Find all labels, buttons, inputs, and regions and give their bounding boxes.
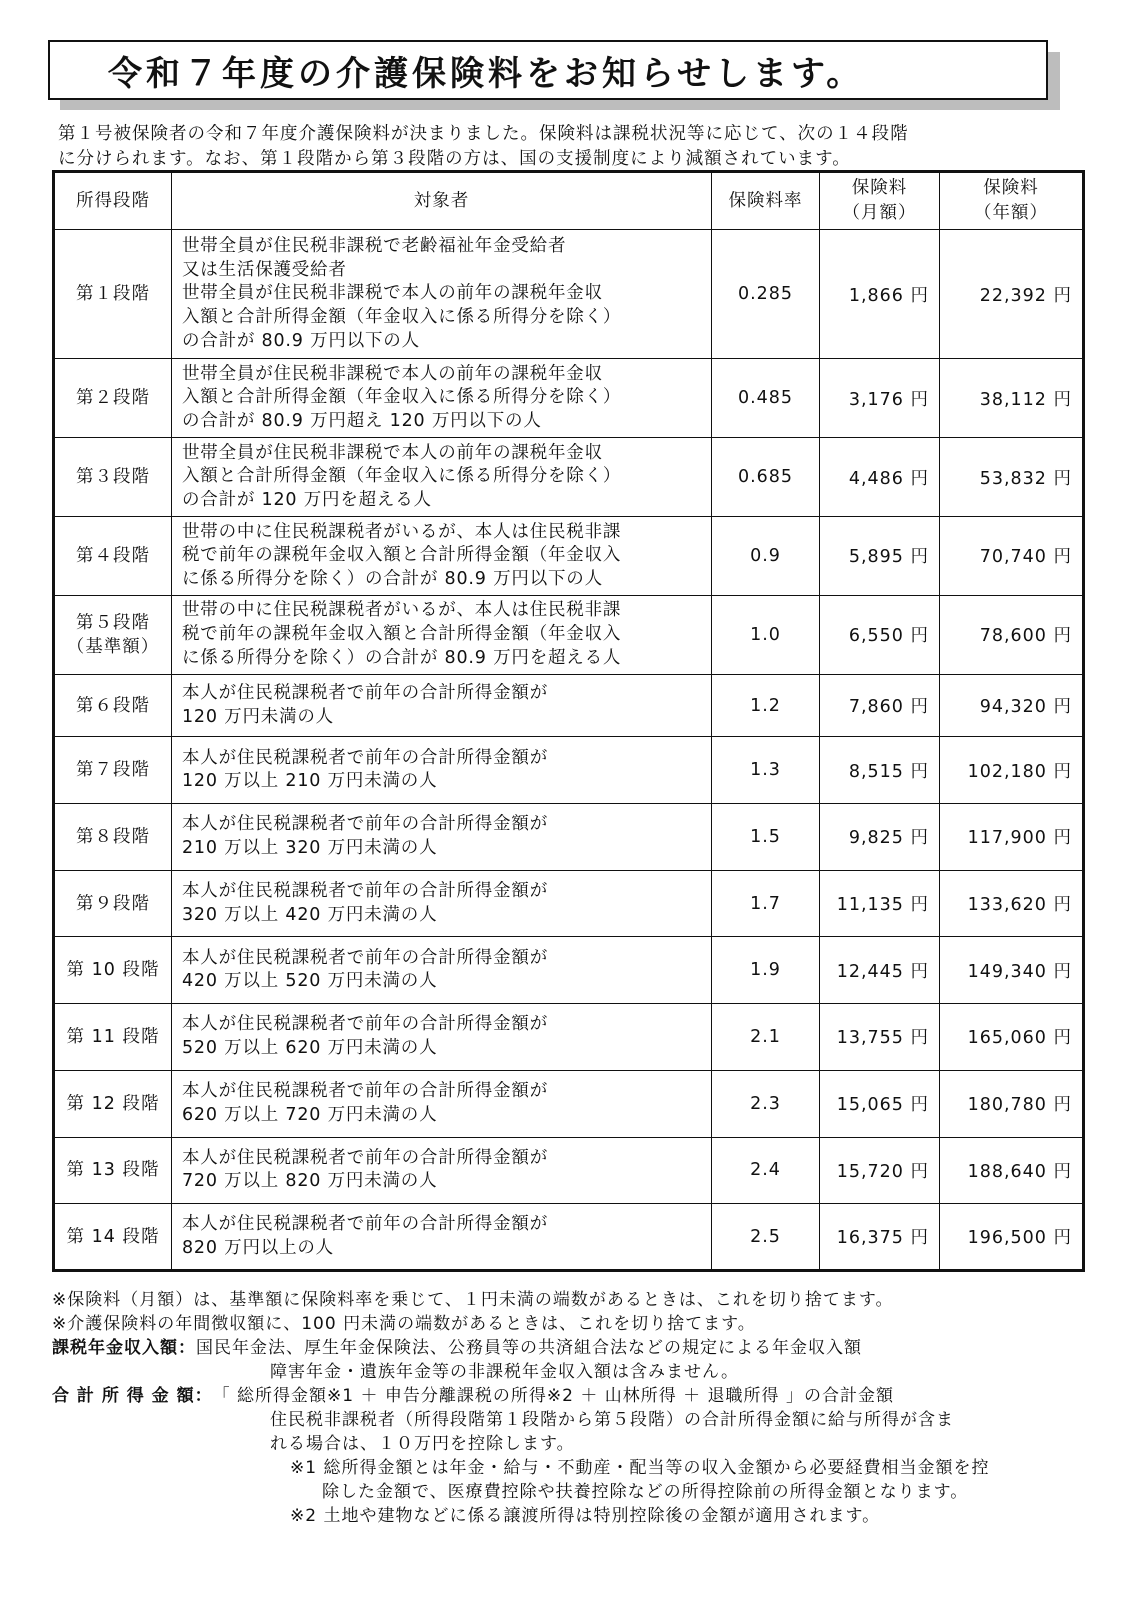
footnote: ※2 土地や建物などに係る譲渡所得は特別控除後の金額が適用されます。 (290, 1506, 881, 1526)
target-cell (172, 1204, 712, 1271)
stage-label: 第５段階 (76, 612, 150, 633)
header-monthly-line: 保険料 (851, 178, 908, 198)
yearly-fee-cell: 78,600 円 (940, 595, 1084, 674)
yearly-fee-cell: 133,620 円 (940, 870, 1084, 937)
stage-cell (54, 595, 172, 674)
yearly-fee-cell: 53,832 円 (940, 438, 1084, 517)
header-yearly (940, 172, 1084, 230)
target-cell (172, 674, 712, 737)
monthly-fee-cell: 4,486 円 (820, 438, 940, 517)
target-line: の合計が 80.9 万円超え 120 万円以下の人 (182, 411, 542, 432)
definition-body: 「 総所得金額※1 ＋ 申告分離課税の所得※2 ＋ 山林所得 ＋ 退職所得 」の合計金額 (212, 1386, 894, 1406)
rate-cell: 1.7 (712, 870, 820, 937)
target-line: に係る所得分を除く）の合計が 80.9 万円を超える人 (182, 647, 622, 668)
target-line: 世帯全員が住民税非課税で本人の前年の課税年金収 (182, 363, 603, 384)
rate-cell: 2.3 (712, 1070, 820, 1137)
target-cell (172, 595, 712, 674)
stage-label: （基準額） (66, 636, 160, 657)
yearly-fee-cell: 188,640 円 (940, 1137, 1084, 1204)
target-line: 120 万以上 210 万円未満の人 (182, 771, 438, 792)
table-row (54, 359, 1084, 438)
header-stage: 所得段階 (54, 172, 172, 230)
header-rate: 保険料率 (712, 172, 820, 230)
stage-cell (54, 737, 172, 804)
stage-cell (54, 870, 172, 937)
footnote: 除した金額で、医療費控除や扶養控除などの所得控除前の所得金額となります。 (322, 1482, 969, 1502)
target-line: 税で前年の課税年金収入額と合計所得金額（年金収入 (182, 545, 622, 566)
target-line: 本人が住民税課税者で前年の合計所得金額が (182, 682, 548, 703)
definition-term: 課税年金収入額： (52, 1338, 196, 1358)
target-line: 本人が住民税課税者で前年の合計所得金額が (182, 880, 548, 901)
stage-label: 第４段階 (76, 545, 150, 566)
target-cell (172, 517, 712, 596)
stage-cell (54, 438, 172, 517)
rate-cell: 1.9 (712, 937, 820, 1004)
table-row (54, 517, 1084, 596)
note-rounding-monthly: ※保険料（月額）は、基準額に保険料率を乗じて、１円未満の端数があるときは、これを切り捨てます。 (52, 1290, 894, 1310)
monthly-fee-cell: 15,065 円 (820, 1070, 940, 1137)
target-line: 世帯全員が住民税非課税で本人の前年の課税年金収 (182, 442, 603, 463)
target-line: 世帯全員が住民税非課税で老齢福祉年金受給者 (182, 236, 567, 257)
stage-label: 第６段階 (76, 695, 150, 716)
rate-cell: 1.2 (712, 674, 820, 737)
target-cell (172, 1137, 712, 1204)
target-line: 入額と合計所得金額（年金収入に係る所得分を除く） (182, 387, 622, 408)
yearly-fee-cell: 117,900 円 (940, 804, 1084, 871)
table-header-row (54, 172, 1084, 230)
table-row (54, 1204, 1084, 1271)
page-title: 令和７年度の介護保険料をお知らせします。 (108, 53, 865, 94)
header-target: 対象者 (172, 172, 712, 230)
rate-cell: 1.3 (712, 737, 820, 804)
header-yearly-line: （年額） (974, 203, 1048, 223)
stage-label: 第７段階 (76, 760, 150, 781)
rate-cell: 1.5 (712, 804, 820, 871)
yearly-fee-cell: 22,392 円 (940, 230, 1084, 359)
stage-label: 第２段階 (76, 388, 150, 409)
monthly-fee-cell: 1,866 円 (820, 230, 940, 359)
stage-cell (54, 517, 172, 596)
table-row (54, 595, 1084, 674)
target-line: 世帯全員が住民税非課税で本人の前年の課税年金収 (182, 283, 603, 304)
intro-text (58, 122, 1068, 172)
intro-line: に分けられます。なお、第１段階から第３段階の方は、国の支援制度により減額されています。 (58, 149, 851, 169)
definition-body: 障害年金・遺族年金等の非課税年金収入額は含みません。 (270, 1362, 740, 1382)
monthly-fee-cell: 13,755 円 (820, 1004, 940, 1071)
target-cell (172, 359, 712, 438)
target-line: 820 万円以上の人 (182, 1237, 334, 1258)
target-cell (172, 937, 712, 1004)
stage-cell (54, 359, 172, 438)
monthly-fee-cell: 6,550 円 (820, 595, 940, 674)
stage-cell (54, 1070, 172, 1137)
stage-cell (54, 1204, 172, 1271)
stage-cell (54, 230, 172, 359)
table-row (54, 937, 1084, 1004)
target-line: 620 万以上 720 万円未満の人 (182, 1104, 438, 1125)
monthly-fee-cell: 5,895 円 (820, 517, 940, 596)
target-line: 420 万以上 520 万円未満の人 (182, 971, 438, 992)
rate-cell: 2.1 (712, 1004, 820, 1071)
yearly-fee-cell: 38,112 円 (940, 359, 1084, 438)
stage-label: 第 12 段階 (66, 1093, 160, 1114)
yearly-fee-cell: 70,740 円 (940, 517, 1084, 596)
monthly-fee-cell: 7,860 円 (820, 674, 940, 737)
definition-term: 合 計 所 得 金 額： (52, 1386, 213, 1406)
target-line: 本人が住民税課税者で前年の合計所得金額が (182, 1081, 548, 1102)
target-cell (172, 1070, 712, 1137)
stage-cell (54, 1004, 172, 1071)
target-line: 税で前年の課税年金収入額と合計所得金額（年金収入 (182, 623, 622, 644)
yearly-fee-cell: 94,320 円 (940, 674, 1084, 737)
table-row (54, 870, 1084, 937)
target-line: 本人が住民税課税者で前年の合計所得金額が (182, 814, 548, 835)
header-monthly (820, 172, 940, 230)
monthly-fee-cell: 16,375 円 (820, 1204, 940, 1271)
target-line: 世帯の中に住民税課税者がいるが、本人は住民税非課 (182, 600, 622, 621)
stage-label: 第１段階 (76, 284, 150, 305)
table-row (54, 1137, 1084, 1204)
yearly-fee-cell: 196,500 円 (940, 1204, 1084, 1271)
stage-cell (54, 804, 172, 871)
table-body (54, 230, 1084, 1271)
target-cell (172, 230, 712, 359)
monthly-fee-cell: 3,176 円 (820, 359, 940, 438)
table-row (54, 737, 1084, 804)
target-line: 入額と合計所得金額（年金収入に係る所得分を除く） (182, 306, 622, 327)
stage-cell (54, 1137, 172, 1204)
title-box (48, 40, 1048, 100)
target-line: 210 万以上 320 万円未満の人 (182, 837, 438, 858)
rate-cell: 0.9 (712, 517, 820, 596)
monthly-fee-cell: 12,445 円 (820, 937, 940, 1004)
intro-line: 第１号被保険者の令和７年度介護保険料が決まりました。保険料は課税状況等に応じて、次の１４段階 (58, 124, 909, 144)
target-line: 又は生活保護受給者 (182, 259, 347, 280)
target-line: 本人が住民税課税者で前年の合計所得金額が (182, 1014, 548, 1035)
target-line: 入額と合計所得金額（年金収入に係る所得分を除く） (182, 466, 622, 487)
stage-label: 第 11 段階 (66, 1026, 160, 1047)
stage-label: 第９段階 (76, 893, 150, 914)
stage-label: 第８段階 (76, 826, 150, 847)
notes-section (52, 1288, 1102, 1528)
target-line: に係る所得分を除く）の合計が 80.9 万円以下の人 (182, 568, 603, 589)
target-line: 本人が住民税課税者で前年の合計所得金額が (182, 1214, 548, 1235)
stage-cell (54, 674, 172, 737)
target-line: 320 万以上 420 万円未満の人 (182, 904, 438, 925)
yearly-fee-cell: 102,180 円 (940, 737, 1084, 804)
target-line: 720 万以上 820 万円未満の人 (182, 1171, 438, 1192)
table-row (54, 230, 1084, 359)
yearly-fee-cell: 149,340 円 (940, 937, 1084, 1004)
stage-cell (54, 937, 172, 1004)
definition-body: 国民年金法、厚生年金保険法、公務員等の共済組合法などの規定による年金収入額 (196, 1338, 862, 1358)
rate-cell: 0.685 (712, 438, 820, 517)
target-line: 世帯の中に住民税課税者がいるが、本人は住民税非課 (182, 521, 622, 542)
title-banner (48, 40, 1048, 102)
monthly-fee-cell: 9,825 円 (820, 804, 940, 871)
target-line: 本人が住民税課税者で前年の合計所得金額が (182, 747, 548, 768)
rate-cell: 0.485 (712, 359, 820, 438)
target-line: 本人が住民税課税者で前年の合計所得金額が (182, 947, 548, 968)
table-row (54, 438, 1084, 517)
yearly-fee-cell: 180,780 円 (940, 1070, 1084, 1137)
monthly-fee-cell: 11,135 円 (820, 870, 940, 937)
definition-taxable-pension (52, 1336, 1102, 1360)
target-line: の合計が 80.9 万円以下の人 (182, 330, 420, 351)
monthly-fee-cell: 15,720 円 (820, 1137, 940, 1204)
table-row (54, 1070, 1084, 1137)
target-line: 本人が住民税課税者で前年の合計所得金額が (182, 1147, 548, 1168)
table-row (54, 1004, 1084, 1071)
footnote: ※1 総所得金額とは年金・給与・不動産・配当等の収入金額から必要経費相当金額を控 (290, 1458, 990, 1478)
definition-body: 住民税非課税者（所得段階第１段階から第５段階）の合計所得金額に給与所得が含ま (270, 1410, 954, 1430)
table-row (54, 804, 1084, 871)
header-yearly-line: 保険料 (983, 178, 1039, 198)
rate-cell: 2.4 (712, 1137, 820, 1204)
target-line: 520 万以上 620 万円未満の人 (182, 1037, 438, 1058)
target-cell (172, 870, 712, 937)
rate-cell: 0.285 (712, 230, 820, 359)
definition-total-income (52, 1384, 1102, 1408)
rate-cell: 1.0 (712, 595, 820, 674)
stage-label: 第 10 段階 (66, 960, 160, 981)
stage-label: 第 13 段階 (66, 1160, 160, 1181)
target-cell (172, 804, 712, 871)
definition-body: れる場合は、１０万円を控除します。 (270, 1434, 575, 1454)
stage-label: 第３段階 (76, 467, 150, 488)
table-row (54, 674, 1084, 737)
header-monthly-line: （月額） (842, 203, 917, 223)
target-line: の合計が 120 万円を超える人 (182, 489, 432, 510)
note-rounding-yearly: ※介護保険料の年間徴収額に、100 円未満の端数があるときは、これを切り捨てます。 (52, 1314, 756, 1334)
target-cell (172, 438, 712, 517)
target-cell (172, 1004, 712, 1071)
stage-label: 第 14 段階 (66, 1226, 160, 1247)
yearly-fee-cell: 165,060 円 (940, 1004, 1084, 1071)
premium-table (52, 170, 1085, 1272)
rate-cell: 2.5 (712, 1204, 820, 1271)
target-line: 120 万円未満の人 (182, 706, 334, 727)
monthly-fee-cell: 8,515 円 (820, 737, 940, 804)
target-cell (172, 737, 712, 804)
